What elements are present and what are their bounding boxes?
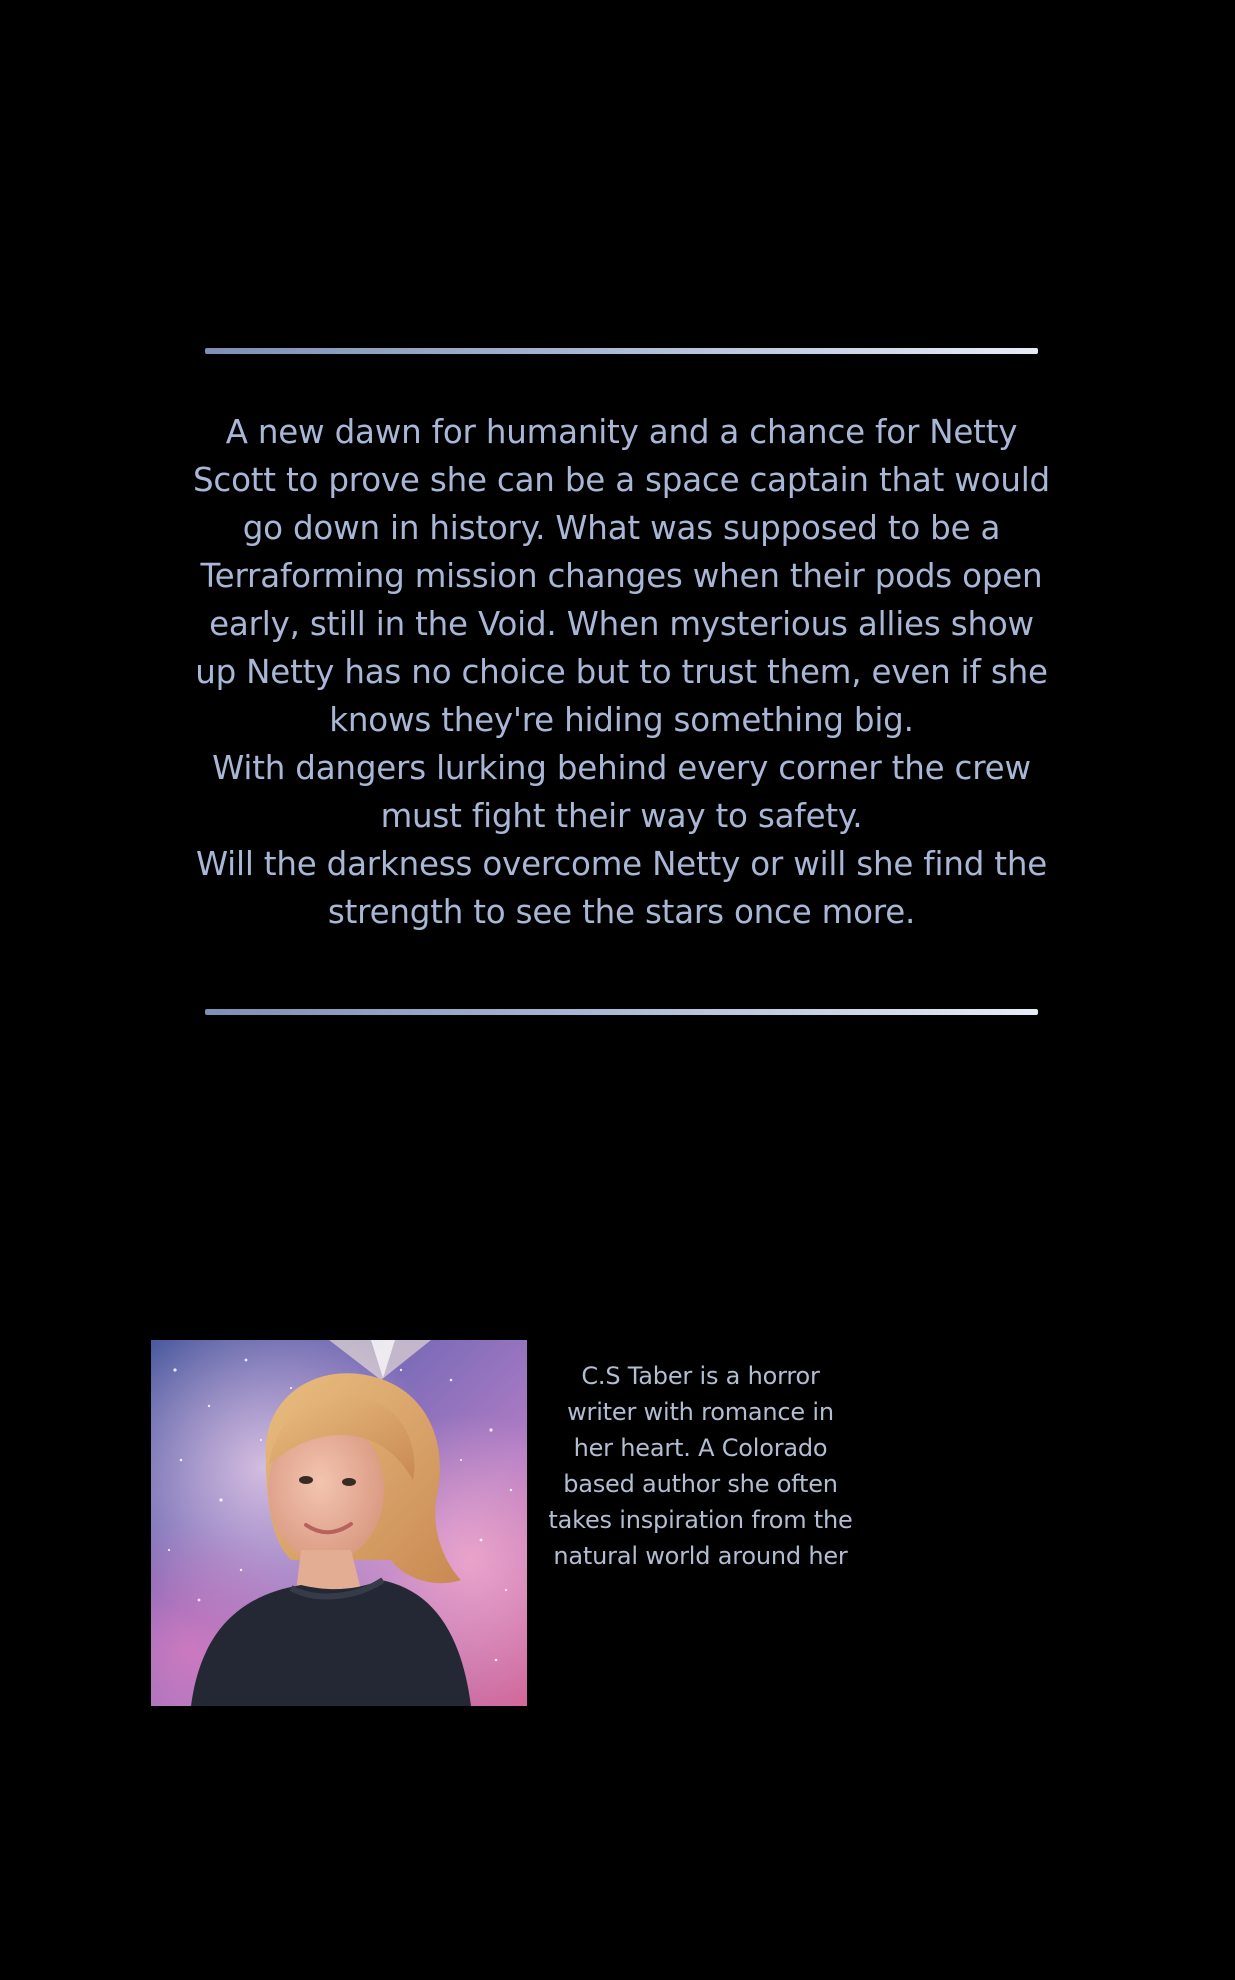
blurb-paragraph-2: With dangers lurking behind every corner the crew must fight their way to safety. <box>212 749 1031 835</box>
bottom-divider <box>205 1009 1038 1015</box>
author-bio: C.S Taber is a horror writer with romance in her heart. A Colorado based author she often takes inspiration from the natural world around her <box>548 1362 853 1570</box>
blurb-paragraph-1: A new dawn for humanity and a chance for Netty Scott to prove she can be a space captain that would go down in history. What was supposed to be a Terraforming mission changes when their pods open early, still in the Void. When mysterious allies show up Netty has no choice but to trust them, even if she knows they're hiding something big. <box>192 413 1050 739</box>
author-photo <box>151 1340 527 1706</box>
book-blurb <box>190 408 1053 936</box>
top-divider <box>205 348 1038 354</box>
blurb-paragraph-3: Will the darkness overcome Netty or will she find the strength to see the stars once more. <box>195 845 1048 931</box>
